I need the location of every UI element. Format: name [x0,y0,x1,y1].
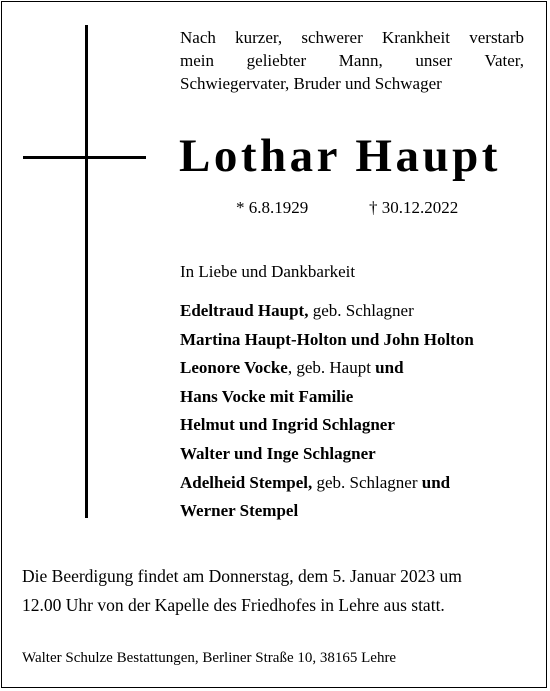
mourner-name: Walter und Inge Schlagner [180,443,376,463]
birth-date: * 6.8.1929 [236,198,309,217]
funeral-home-footer: Walter Schulze Bestattungen, Berliner Straße 10, 38165 Lehre [22,650,397,666]
mourner-line [180,387,530,416]
intro-line: Nach kurzer, schwerer Krankheit verstarb [180,28,524,47]
mourner-name: Leonore Vocke [180,358,288,378]
deceased-name: Lothar Haupt [179,130,501,182]
mourner-name: Hans Vocke mit Familie [180,386,354,406]
closing-intro: In Liebe und Dankbarkeit [180,262,356,281]
intro-line: Schwiegervater, Bruder und Schwager [180,74,442,93]
mourners-list [180,301,530,530]
intro-line: mein geliebter Mann, unser Vater, [180,51,524,70]
mourner-name: Adelheid Stempel, [180,472,313,492]
funeral-line: Die Beerdigung findet am Donnerstag, dem 5. Januar 2023 um [22,566,462,586]
mourner-name: Edeltraud Haupt, [180,301,309,320]
mourner-name: Helmut und Ingrid Schlagner [180,415,395,435]
mourner-line [180,501,530,530]
mourner-name: Martina Haupt-Holton und John Holton [180,329,474,349]
mourner-detail: geb. Schlagner [312,472,422,492]
mourner-detail: , geb. Haupt [287,358,376,378]
mourner-name: Werner Stempel [180,501,299,521]
mourner-line [180,415,530,444]
mourner-detail: geb. Schlagner [308,301,414,320]
mourner-line [180,358,530,387]
death-date: † 30.12.2022 [369,198,459,217]
funeral-info [22,562,529,620]
cross-vertical-bar [85,25,88,518]
funeral-line: 12.00 Uhr von der Kapelle des Friedhofes in Lehre aus statt. [22,595,445,615]
mourner-line [180,330,530,359]
mourner-line [180,473,530,502]
intro-text [180,26,524,95]
mourner-line [180,301,530,330]
mourner-conjunction: und [421,472,451,492]
mourner-conjunction: und [375,358,404,378]
cross-horizontal-bar [23,156,146,159]
mourner-line [180,444,530,473]
